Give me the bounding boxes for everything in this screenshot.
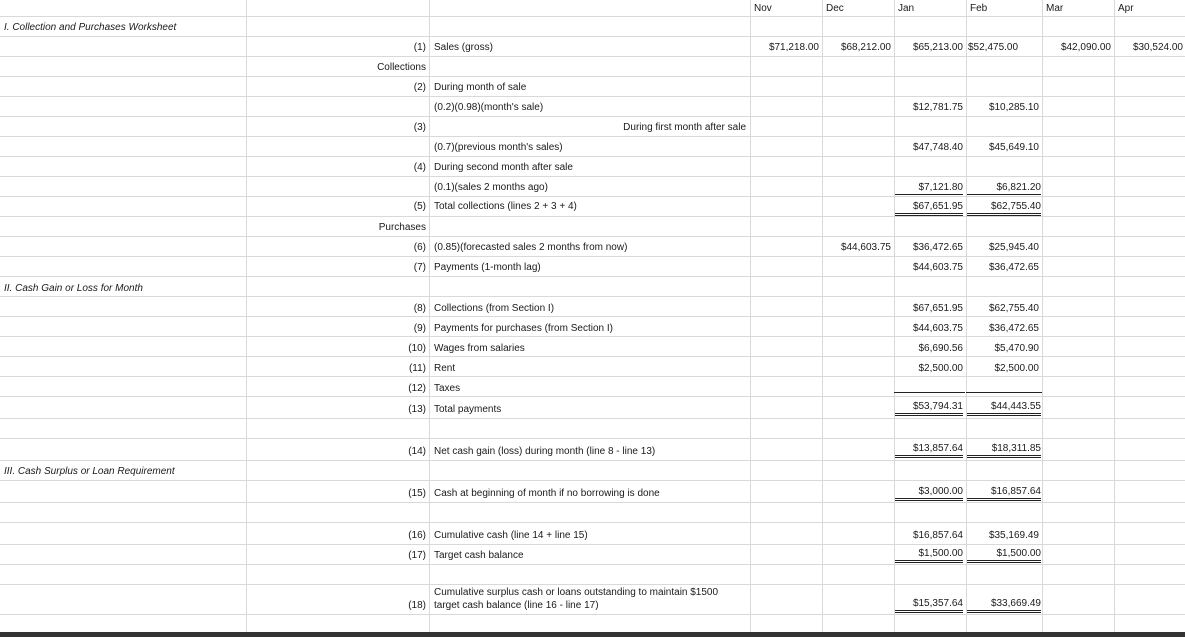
cell-jan[interactable]: $67,651.95 [912, 303, 963, 314]
group-label-purchases[interactable]: Purchases [378, 222, 426, 233]
cell-jan[interactable]: $44,603.75 [912, 262, 963, 273]
row-divider [0, 36, 1185, 37]
cell-feb[interactable]: $35,169.49 [988, 530, 1039, 541]
column-header-mar[interactable]: Mar [1046, 3, 1064, 14]
row-number[interactable]: (9) [413, 323, 426, 334]
column-header-jan[interactable]: Jan [898, 3, 915, 14]
cell-feb[interactable]: $36,472.65 [988, 323, 1039, 334]
row-divider [0, 396, 1185, 397]
row-label[interactable]: Cumulative cash (line 14 + line 15) [434, 530, 588, 541]
row-number[interactable]: (5) [413, 201, 426, 212]
row-label[interactable]: Payments (1-month lag) [434, 262, 541, 273]
cell-feb[interactable]: $62,755.40 [967, 201, 1041, 216]
cell-jan[interactable]: $36,472.65 [912, 242, 963, 253]
cell-dec[interactable]: $68,212.00 [840, 42, 891, 53]
column-header-nov[interactable]: Nov [754, 3, 772, 14]
row-number[interactable]: (4) [413, 162, 426, 173]
cell-feb[interactable]: $16,857.64 [967, 486, 1041, 501]
row-label[interactable]: (0.85)(forecasted sales 2 months from now) [434, 242, 628, 253]
cell-jan[interactable]: $53,794.31 [895, 401, 963, 416]
row-number[interactable]: (1) [413, 42, 426, 53]
row-label[interactable]: During second month after sale [434, 162, 573, 173]
row-number[interactable]: (7) [413, 262, 426, 273]
cell-feb[interactable]: $1,500.00 [967, 548, 1041, 563]
row-divider [0, 418, 1185, 419]
column-header-dec[interactable]: Dec [826, 3, 844, 14]
cell-feb[interactable]: $6,821.20 [967, 182, 1041, 195]
row-divider [0, 256, 1185, 257]
row-divider [0, 564, 1185, 565]
row-number[interactable]: (17) [408, 550, 426, 561]
row-label[interactable]: Cumulative surplus cash or loans outstanding to maintain $1500 [434, 587, 719, 598]
row-divider [0, 544, 1185, 545]
row-number[interactable]: (16) [408, 530, 426, 541]
row-divider [0, 156, 1185, 157]
row-label[interactable]: Taxes [434, 383, 461, 394]
row-divider [0, 116, 1185, 117]
row-number[interactable]: (15) [408, 488, 426, 499]
cell-feb[interactable]: $10,285.10 [988, 102, 1039, 113]
section-title-cash-gain[interactable]: II. Cash Gain or Loss for Month [4, 283, 143, 294]
row-label[interactable]: During first month after sale [623, 122, 746, 133]
row-label[interactable]: target cash balance (line 16 - line 17) [434, 600, 599, 611]
cell-feb[interactable]: $33,669.49 [967, 598, 1041, 613]
row-divider [0, 276, 1185, 277]
row-divider [0, 336, 1185, 337]
cell-jan[interactable]: $65,213.00 [912, 42, 963, 53]
row-label[interactable]: Cash at beginning of month if no borrowing is done [434, 488, 660, 499]
row-label[interactable]: (0.2)(0.98)(month's sale) [434, 102, 544, 113]
row-divider [0, 522, 1185, 523]
row-label[interactable]: Target cash balance [434, 550, 524, 561]
column-header-apr[interactable]: Apr [1118, 3, 1134, 14]
row-divider [0, 480, 1185, 481]
row-divider [0, 136, 1185, 137]
row-number[interactable]: (2) [413, 82, 426, 93]
row-label[interactable]: Wages from salaries [434, 343, 525, 354]
window-bottom-border [0, 632, 1185, 637]
cell-jan[interactable]: $67,651.95 [895, 201, 963, 216]
cell-feb[interactable]: $25,945.40 [988, 242, 1039, 253]
group-label-collections[interactable]: Collections [377, 62, 426, 73]
cell-dec[interactable]: $44,603.75 [840, 242, 891, 253]
row-label[interactable]: During month of sale [434, 82, 527, 93]
row-divider [0, 502, 1185, 503]
cell-jan[interactable]: $12,781.75 [912, 102, 963, 113]
row-divider [0, 296, 1185, 297]
cell-jan[interactable]: $2,500.00 [918, 363, 963, 374]
row-number[interactable]: (6) [413, 242, 426, 253]
row-label[interactable]: Total collections (lines 2 + 3 + 4) [434, 201, 577, 212]
cell-feb[interactable]: $2,500.00 [994, 363, 1039, 374]
row-label[interactable]: Total payments [434, 404, 502, 415]
cell-feb[interactable]: $5,470.90 [994, 343, 1039, 354]
row-divider [0, 316, 1185, 317]
row-divider [0, 216, 1185, 217]
subtotal-rule [966, 392, 1042, 393]
row-number[interactable]: (13) [408, 404, 426, 415]
cell-feb[interactable]: $36,472.65 [988, 262, 1039, 273]
cell-jan[interactable]: $16,857.64 [912, 530, 963, 541]
row-label[interactable]: Rent [434, 363, 456, 374]
row-label[interactable]: Payments for purchases (from Section I) [434, 323, 613, 334]
cell-jan[interactable]: $7,121.80 [895, 182, 963, 195]
row-number[interactable]: (3) [413, 122, 426, 133]
row-divider [0, 614, 1185, 615]
row-label[interactable]: (0.1)(sales 2 months ago) [434, 182, 548, 193]
row-divider [0, 438, 1185, 439]
row-divider [0, 96, 1185, 97]
row-divider [0, 584, 1185, 585]
cell-nov[interactable]: $71,218.00 [768, 42, 819, 53]
row-number[interactable]: (8) [413, 303, 426, 314]
cell-jan[interactable]: $15,357.64 [895, 598, 963, 613]
cell-feb[interactable]: $18,311.85 [967, 443, 1041, 458]
cell-feb[interactable]: $44,443.55 [967, 401, 1041, 416]
row-number[interactable]: (11) [408, 363, 426, 374]
row-label[interactable]: Net cash gain (loss) during month (line 8 - line 13) [434, 446, 656, 457]
cell-jan[interactable]: $6,690.56 [918, 343, 963, 354]
row-divider [0, 56, 1185, 57]
cell-jan[interactable]: $1,500.00 [895, 548, 963, 563]
cell-jan[interactable]: $47,748.40 [912, 142, 963, 153]
cell-feb[interactable]: $52,475.00 [968, 42, 1019, 53]
row-label[interactable]: Sales (gross) [434, 42, 493, 53]
row-number[interactable]: (10) [408, 343, 426, 354]
cell-jan[interactable]: $3,000.00 [895, 486, 963, 501]
row-divider [0, 356, 1185, 357]
section-title-cash-surplus[interactable]: III. Cash Surplus or Loan Requirement [4, 466, 175, 477]
row-divider [0, 460, 1185, 461]
cell-feb[interactable]: $62,755.40 [988, 303, 1039, 314]
row-number[interactable]: (18) [408, 600, 426, 611]
subtotal-rule [894, 392, 965, 393]
cell-feb[interactable]: $45,649.10 [988, 142, 1039, 153]
cell-apr[interactable]: $30,524.00 [1132, 42, 1183, 53]
row-divider [0, 196, 1185, 197]
row-divider [0, 176, 1185, 177]
row-number[interactable]: (12) [408, 383, 426, 394]
cell-jan[interactable]: $13,857.64 [895, 443, 963, 458]
row-label[interactable]: (0.7)(previous month's sales) [434, 142, 563, 153]
row-divider [0, 376, 1185, 377]
row-divider [0, 16, 1185, 17]
cell-mar[interactable]: $42,090.00 [1060, 42, 1111, 53]
row-divider [0, 76, 1185, 77]
column-header-feb[interactable]: Feb [970, 3, 988, 14]
section-title-collection[interactable]: I. Collection and Purchases Worksheet [4, 22, 177, 33]
row-divider [0, 236, 1185, 237]
cell-jan[interactable]: $44,603.75 [912, 323, 963, 334]
row-label[interactable]: Collections (from Section I) [434, 303, 555, 314]
row-number[interactable]: (14) [408, 446, 426, 457]
